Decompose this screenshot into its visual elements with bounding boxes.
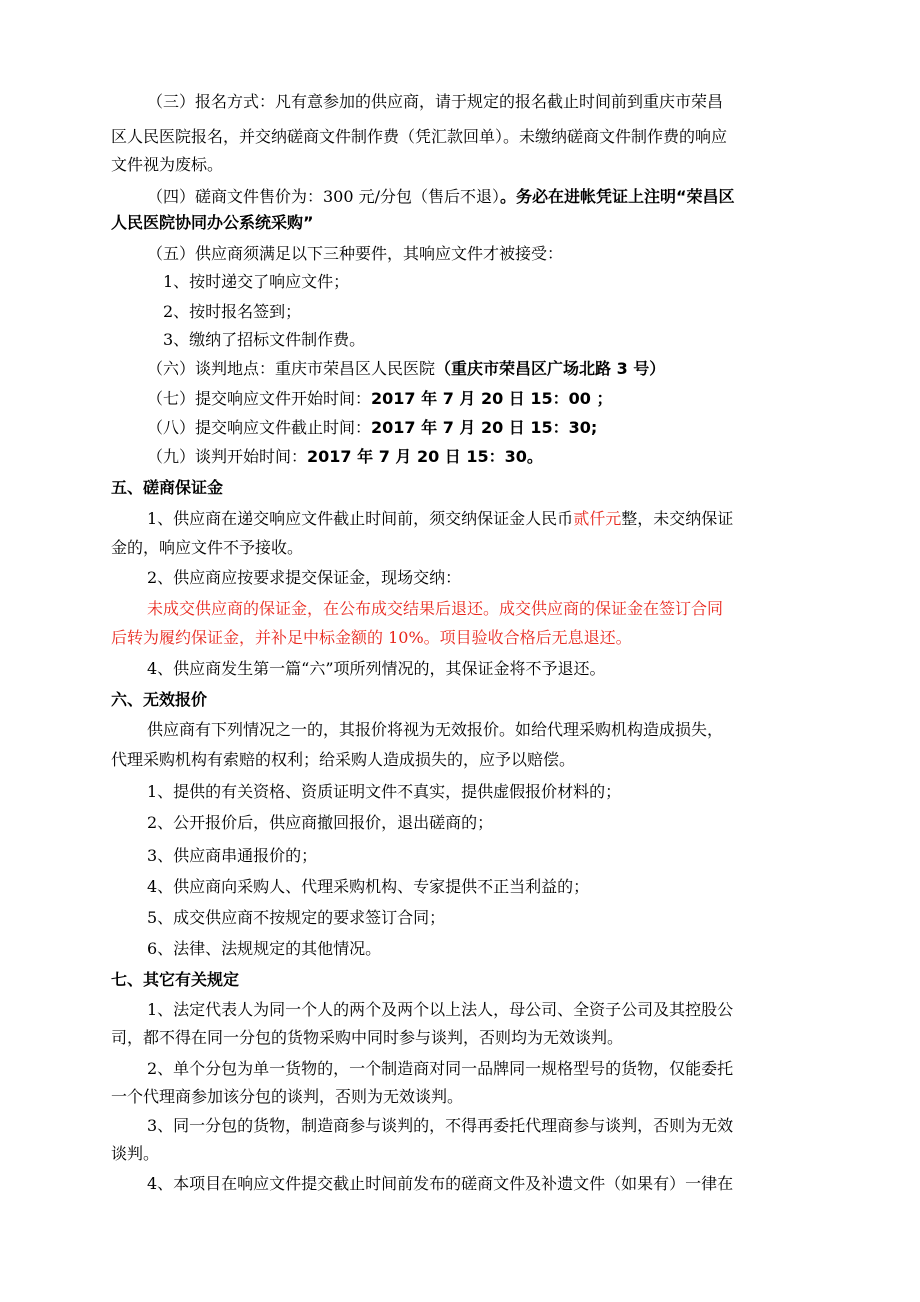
s7-item-3-line-1: 3、同一分包的货物，制造商参与谈判的，不得再委托代理商参与谈判，否则为无效: [147, 1116, 734, 1135]
p3-line-1: （三）报名方式：凡有意参加的供应商，请于规定的报名截止时间前到重庆市荣昌: [147, 92, 724, 111]
p3-line-3: 文件视为废标。: [111, 155, 224, 174]
p5-item: 2、按时报名签到；: [163, 302, 302, 321]
p4-note: 。务必在进帐凭证上注明“荣昌区: [500, 187, 735, 206]
s7-item-1-line-2: 司，都不得在同一分包的货物采购中同时参与谈判，否则均为无效谈判。: [111, 1028, 624, 1047]
p3-line-2: 区人民医院报名，并交纳磋商文件制作费（凭汇款回单）。未缴纳磋商文件制作费的响应: [111, 127, 728, 146]
p4-line-2: 人民医院协同办公系统采购”: [111, 213, 314, 232]
p9-label: （九）谈判开始时间：: [147, 447, 308, 466]
p7-label: （七）提交响应文件开始时间：: [147, 389, 372, 408]
s6-intro-line-1: 供应商有下列情况之一的，其报价将视为无效报价。如给代理采购机构造成损失，: [147, 720, 724, 739]
p8-end-time: [147, 418, 597, 438]
s6-intro-line-2: 代理采购机构有索赔的权利；给采购人造成损失的，应予以赔偿。: [111, 750, 576, 769]
s6-item: 6、法律、法规规定的其他情况。: [147, 939, 382, 958]
p4-price: （四）磋商文件售价为：300 元/分包（售后不退）: [147, 187, 501, 206]
p5-item: 1、按时递交了响应文件；: [163, 272, 350, 291]
s6-item: 2、公开报价后，供应商撤回报价，退出磋商的；: [147, 813, 494, 832]
p6-location: [147, 359, 665, 379]
s7-item-4: 4、本项目在响应文件提交截止时间前发布的磋商文件及补遗文件（如果有）一律在: [147, 1174, 734, 1193]
s5-item-1-line-1: [147, 509, 733, 529]
s7-item-3-line-2: 谈判。: [111, 1144, 160, 1163]
s5-i1-text-end: 整，未交纳保证: [621, 509, 734, 528]
section-6-heading: 六、无效报价: [111, 690, 208, 709]
s7-item-2-line-2: 一个代理商参加该分包的谈判，否则为无效谈判。: [111, 1087, 464, 1106]
s5-item-2: 2、供应商应按要求提交保证金，现场交纳：: [147, 568, 462, 587]
section-5-heading: 五、磋商保证金: [111, 478, 224, 497]
p6-label: （六）谈判地点：重庆市荣昌区人民医院: [147, 359, 436, 378]
p7-start-time: [147, 389, 612, 409]
s6-item: 3、供应商串通报价的；: [147, 846, 318, 865]
s5-item-4: 4、供应商发生第一篇“六”项所列情况的，其保证金将不予退还。: [147, 659, 606, 678]
s7-item-2-line-1: 2、单个分包为单一货物的，一个制造商对同一品牌同一规格型号的货物，仅能委托: [147, 1059, 734, 1078]
s5-red-line-2: 后转为履约保证金，并补足中标金额的 10%。项目验收合格后无息退还。: [111, 628, 632, 647]
p5-heading: （五）供应商须满足以下三种要件，其响应文件才被接受：: [147, 244, 564, 263]
p6-address: （重庆市荣昌区广场北路 3 号）: [435, 359, 666, 378]
s6-item: 4、供应商向采购人、代理采购机构、专家提供不正当利益的；: [147, 877, 590, 896]
p5-item: 3、缴纳了招标文件制作费。: [163, 330, 366, 349]
s7-item-1-line-1: 1、法定代表人为同一个人的两个及两个以上法人，母公司、全资子公司及其控股公: [147, 1000, 734, 1019]
s5-item-1-line-2: 金的，响应文件不予接收。: [111, 538, 304, 557]
s5-i1-text: 1、供应商在递交响应文件截止时间前，须交纳保证金人民币: [147, 509, 574, 528]
p9-value: 2017 年 7 月 20 日 15：30。: [307, 447, 543, 466]
p9-negotiation-time: [147, 447, 543, 467]
s5-red-line-1: 未成交供应商的保证金，在公布成交结果后退还。成交供应商的保证金在签订合同: [147, 599, 724, 618]
p8-label: （八）提交响应文件截止时间：: [147, 418, 372, 437]
s6-item: 5、成交供应商不按规定的要求签订合同；: [147, 908, 446, 927]
section-7-heading: 七、其它有关规定: [111, 970, 240, 989]
p4-line-1: [147, 187, 735, 207]
p7-value: 2017 年 7 月 20 日 15：00 ；: [371, 389, 613, 408]
p8-value: 2017 年 7 月 20 日 15：30;: [371, 418, 598, 437]
s6-item: 1、提供的有关资格、资质证明文件不真实，提供虚假报价材料的；: [147, 782, 622, 801]
deposit-amount: 贰仟元: [573, 509, 622, 528]
